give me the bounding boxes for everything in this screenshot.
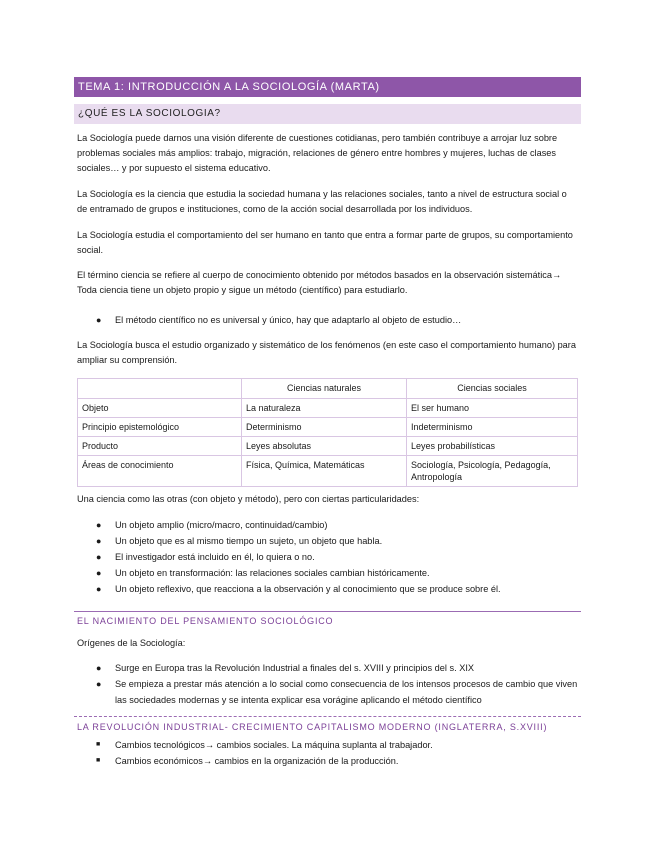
paragraph: Orígenes de la Sociología: (77, 638, 186, 648)
table-header: Ciencias sociales (407, 379, 578, 399)
square-bullet-icon: ■ (96, 757, 101, 764)
list-item-text: Un objeto reflexivo, que reacciona a la observación y al conocimiento que se produce sobre él. (115, 584, 501, 594)
list-item (77, 660, 581, 676)
bullet-icon: ● (96, 536, 102, 546)
table-cell: Determinismo (242, 418, 407, 437)
list-item-text: Un objeto en transformación: las relaciones sociales cambian históricamente. (115, 568, 430, 578)
table-row (78, 456, 578, 487)
bullet-icon: ● (96, 520, 102, 530)
list-item (77, 549, 581, 565)
square-bullet-icon: ■ (96, 741, 101, 748)
table-row (78, 399, 578, 418)
list-item-text: Cambios tecnológicos→ cambios sociales. La máquina suplanta al trabajador. (115, 740, 433, 750)
paragraph: La Sociología busca el estudio organizado y sistemático de los fenómenos (en este caso el comportamiento humano) para ampliar su comprensión. (77, 340, 576, 365)
document-title: TEMA 1: INTRODUCCIÓN A LA SOCIOLOGÍA (MARTA) (74, 77, 581, 97)
list-item-text: Un objeto que es al mismo tiempo un sujeto, un objeto que habla. (115, 536, 383, 546)
list-item-text: Se empieza a prestar más atención a lo social como consecuencia de los intensos procesos de cambio que viven las sociedades modernas y se intenta explicar esa vorágine aplicando el método científico (115, 679, 578, 705)
bullet-icon: ● (96, 552, 102, 562)
section-subtitle: ¿QUÉ ES LA SOCIOLOGIA? (74, 104, 581, 124)
paragraph: Una ciencia como las otras (con objeto y método), pero con ciertas particularidades: (77, 494, 420, 504)
list-item (77, 565, 581, 581)
list-item-text: Cambios económicos→ cambios en la organización de la producción. (115, 756, 399, 766)
table-cell: Sociología, Psicología, Pedagogía, Antropología (407, 456, 578, 487)
section-heading: EL NACIMIENTO DEL PENSAMIENTO SOCIOLÓGICO (77, 616, 334, 626)
table-cell: Leyes absolutas (242, 437, 407, 456)
paragraph: La Sociología puede darnos una visión diferente de cuestiones cotidianas, pero también contribuye a arrojar luz sobre problemas sociales más amplios: trabajo, migración, relaciones de género entre hombres y mujeres, luchas de clases sociales… y por supuesto el sistema educativo. (77, 133, 558, 173)
list-item (77, 753, 581, 769)
list-item (77, 581, 581, 597)
table-cell: La naturaleza (242, 399, 407, 418)
section-divider (74, 716, 581, 717)
table-header: Ciencias naturales (242, 379, 407, 399)
paragraph: La Sociología es la ciencia que estudia la sociedad humana y las relaciones sociales, tanto a nivel de estructura social o de entramado de grupos e instituciones, como de la acción social desarrollada por los individuos. (77, 189, 567, 214)
bullet-icon: ● (96, 679, 102, 689)
table-cell: Leyes probabilísticas (407, 437, 578, 456)
bullet-list (77, 660, 581, 708)
table-cell: Producto (78, 437, 242, 456)
comparison-table (77, 378, 578, 487)
table-cell: Indeterminismo (407, 418, 578, 437)
table-cell: Áreas de conocimiento (78, 456, 242, 487)
table-header-row (78, 379, 578, 399)
table-row (78, 418, 578, 437)
bullet-list (77, 737, 581, 769)
list-item (77, 312, 581, 328)
bullet-icon: ● (96, 568, 102, 578)
table-cell: Objeto (78, 399, 242, 418)
bullet-list (77, 312, 581, 328)
list-item (77, 676, 581, 708)
list-item-text: Surge en Europa tras la Revolución Industrial a finales del s. XVIII y principios del s. XIX (115, 663, 475, 673)
table-cell: Física, Química, Matemáticas (242, 456, 407, 487)
bullet-icon: ● (96, 315, 102, 325)
section-heading: LA REVOLUCIÓN INDUSTRIAL- CRECIMIENTO CAPITALISMO MODERNO (INGLATERRA, S.XVIII) (77, 722, 548, 732)
list-item (77, 517, 581, 533)
table-header (78, 379, 242, 399)
list-item (77, 533, 581, 549)
bullet-icon: ● (96, 584, 102, 594)
paragraph: La Sociología estudia el comportamiento del ser humano en tanto que entra a formar parte de grupos, su comportamiento social. (77, 230, 573, 255)
table-row (78, 437, 578, 456)
bullet-list (77, 517, 581, 597)
list-item (77, 737, 581, 753)
paragraph: El término ciencia se refiere al cuerpo de conocimiento obtenido por métodos basados en la observación sistemática→ Toda ciencia tiene un objeto propio y sigue un método (científico) para estudiarlo. (77, 270, 562, 295)
table-cell: Principio epistemológico (78, 418, 242, 437)
table-cell: El ser humano (407, 399, 578, 418)
list-item-text: El método científico no es universal y único, hay que adaptarlo al objeto de estudio… (115, 315, 462, 325)
list-item-text: Un objeto amplio (micro/macro, continuidad/cambio) (115, 520, 328, 530)
list-item-text: El investigador está incluido en él, lo quiera o no. (115, 552, 315, 562)
section-divider (74, 611, 581, 612)
bullet-icon: ● (96, 663, 102, 673)
